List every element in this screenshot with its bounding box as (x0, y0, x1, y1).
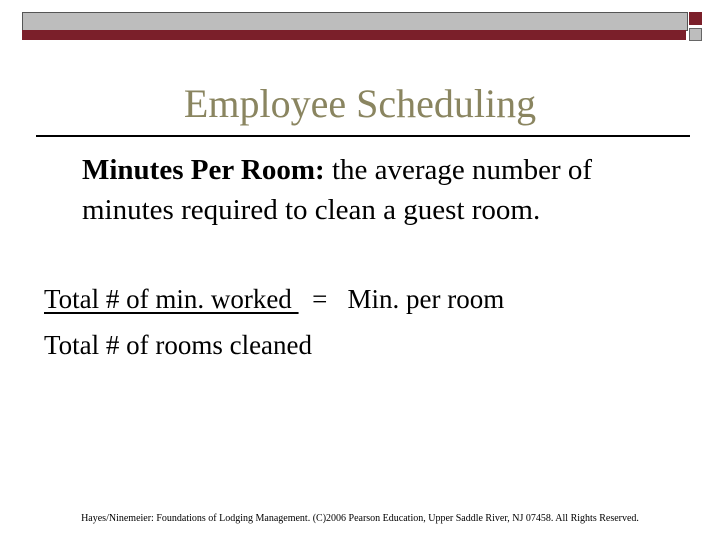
title-divider (36, 135, 690, 137)
definition-term: Minutes Per Room: (82, 154, 325, 186)
formula-result: Min. per room (347, 284, 505, 314)
page-title: Employee Scheduling (183, 81, 537, 126)
corner-square-gray (689, 28, 702, 41)
formula-denominator: Total # of rooms cleaned (44, 330, 313, 360)
formula-numerator-line (44, 281, 504, 317)
footer-copyright: Hayes/Ninemeier: Foundations of Lodging Management. (C)2006 Pearson Education, Upper Saddle River, NJ 07458. All Rights Reserved. (81, 513, 639, 524)
definition-text: the average number of minutes required to clean a guest room. (82, 154, 593, 226)
formula-numerator: Total # of min. worked (44, 284, 299, 314)
corner-square-red (689, 12, 702, 25)
header-decor-bar-gray (22, 12, 688, 31)
header-decor-bar-red (22, 30, 686, 40)
formula-equals: = (298, 284, 348, 314)
definition-paragraph (82, 150, 682, 230)
